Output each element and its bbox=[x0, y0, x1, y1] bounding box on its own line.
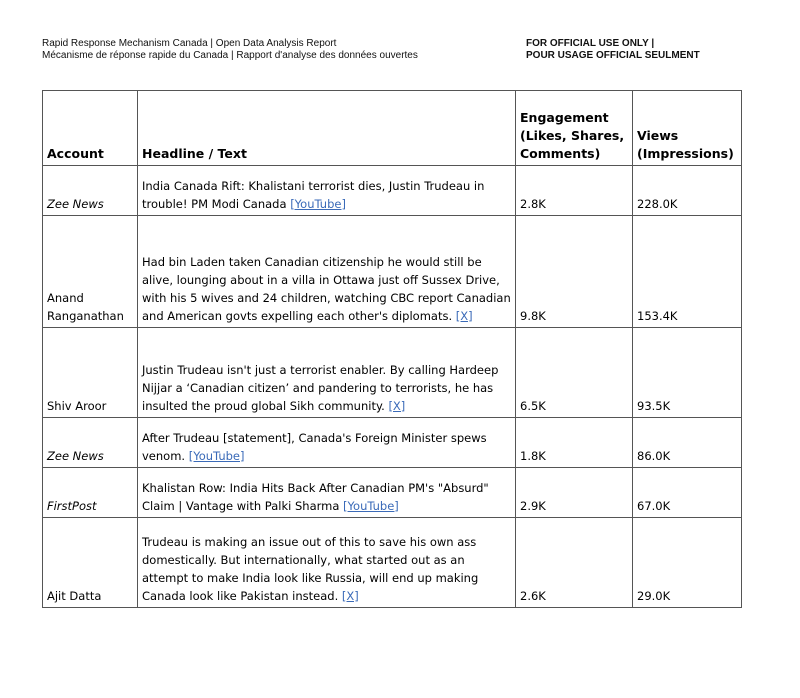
headline-text: Khalistan Row: India Hits Back After Canadian PM's "Absurd" Claim | Vantage with Palki Sharma bbox=[142, 481, 489, 513]
engagement-cell: 2.9K bbox=[516, 468, 633, 518]
views-cell: 228.0K bbox=[633, 166, 742, 216]
column-header-account: Account bbox=[43, 91, 138, 166]
headline-text: Trudeau is making an issue out of this to save his own ass domestically. But internationally, what started out as an attempt to make India look like Russia, will end up making Canada look like Pakistan instead. bbox=[142, 535, 479, 603]
headline-text: After Trudeau [statement], Canada's Foreign Minister spews venom. bbox=[142, 431, 487, 463]
source-link[interactable]: [X] bbox=[388, 399, 406, 413]
header-line-english: Rapid Response Mechanism Canada | Open Data Analysis Report bbox=[42, 38, 337, 49]
classification-french: POUR USAGE OFFICIAL SEULMENT bbox=[526, 50, 700, 61]
engagement-cell: 2.6K bbox=[516, 518, 633, 608]
report-header-title bbox=[42, 38, 418, 62]
table-row bbox=[43, 216, 742, 328]
table-row bbox=[43, 518, 742, 608]
account-cell: Zee News bbox=[43, 418, 138, 468]
engagement-cell: 6.5K bbox=[516, 328, 633, 418]
account-cell: Anand Ranganathan bbox=[43, 216, 138, 328]
views-cell: 153.4K bbox=[633, 216, 742, 328]
headline-cell bbox=[138, 216, 516, 328]
source-link[interactable]: [YouTube] bbox=[290, 197, 346, 211]
engagement-table bbox=[42, 90, 742, 608]
headline-text: India Canada Rift: Khalistani terrorist dies, Justin Trudeau in trouble! PM Modi Canada bbox=[142, 179, 485, 211]
source-link[interactable]: [YouTube] bbox=[343, 499, 399, 513]
column-header-headline: Headline / Text bbox=[138, 91, 516, 166]
headline-cell bbox=[138, 328, 516, 418]
headline-cell bbox=[138, 468, 516, 518]
account-cell: Shiv Aroor bbox=[43, 328, 138, 418]
column-header-engagement: Engagement (Likes, Shares, Comments) bbox=[516, 91, 633, 166]
engagement-cell: 9.8K bbox=[516, 216, 633, 328]
source-link[interactable]: [X] bbox=[455, 309, 473, 323]
headline-text: Had bin Laden taken Canadian citizenship he would still be alive, lounging about in a villa in Ottawa just off Sussex Drive, with his 5 wives and 24 children, watching CBC report Canadian and American govts expelling each other's diplomats. bbox=[142, 255, 511, 323]
engagement-cell: 2.8K bbox=[516, 166, 633, 216]
headline-cell bbox=[138, 166, 516, 216]
views-cell: 67.0K bbox=[633, 468, 742, 518]
engagement-cell: 1.8K bbox=[516, 418, 633, 468]
table-row bbox=[43, 468, 742, 518]
headline-cell bbox=[138, 518, 516, 608]
table-header-row bbox=[43, 91, 742, 166]
source-link[interactable]: [X] bbox=[341, 589, 359, 603]
table-row bbox=[43, 328, 742, 418]
headline-text: Justin Trudeau isn't just a terrorist enabler. By calling Hardeep Nijjar a ‘Canadian citizen’ and pandering to terrorists, he has insulted the proud global Sikh community. bbox=[142, 363, 499, 413]
views-cell: 29.0K bbox=[633, 518, 742, 608]
column-header-views: Views (Impressions) bbox=[633, 91, 742, 166]
source-link[interactable]: [YouTube] bbox=[188, 449, 245, 463]
views-cell: 86.0K bbox=[633, 418, 742, 468]
classification-english: FOR OFFICIAL USE ONLY | bbox=[526, 38, 655, 49]
headline-cell bbox=[138, 418, 516, 468]
account-cell: Zee News bbox=[43, 166, 138, 216]
table-row bbox=[43, 166, 742, 216]
views-cell: 93.5K bbox=[633, 328, 742, 418]
account-cell: Ajit Datta bbox=[43, 518, 138, 608]
table-row bbox=[43, 418, 742, 468]
account-cell: FirstPost bbox=[43, 468, 138, 518]
header-line-french: Mécanisme de réponse rapide du Canada | Rapport d'analyse des données ouvertes bbox=[42, 50, 418, 61]
classification-marking bbox=[526, 38, 700, 62]
